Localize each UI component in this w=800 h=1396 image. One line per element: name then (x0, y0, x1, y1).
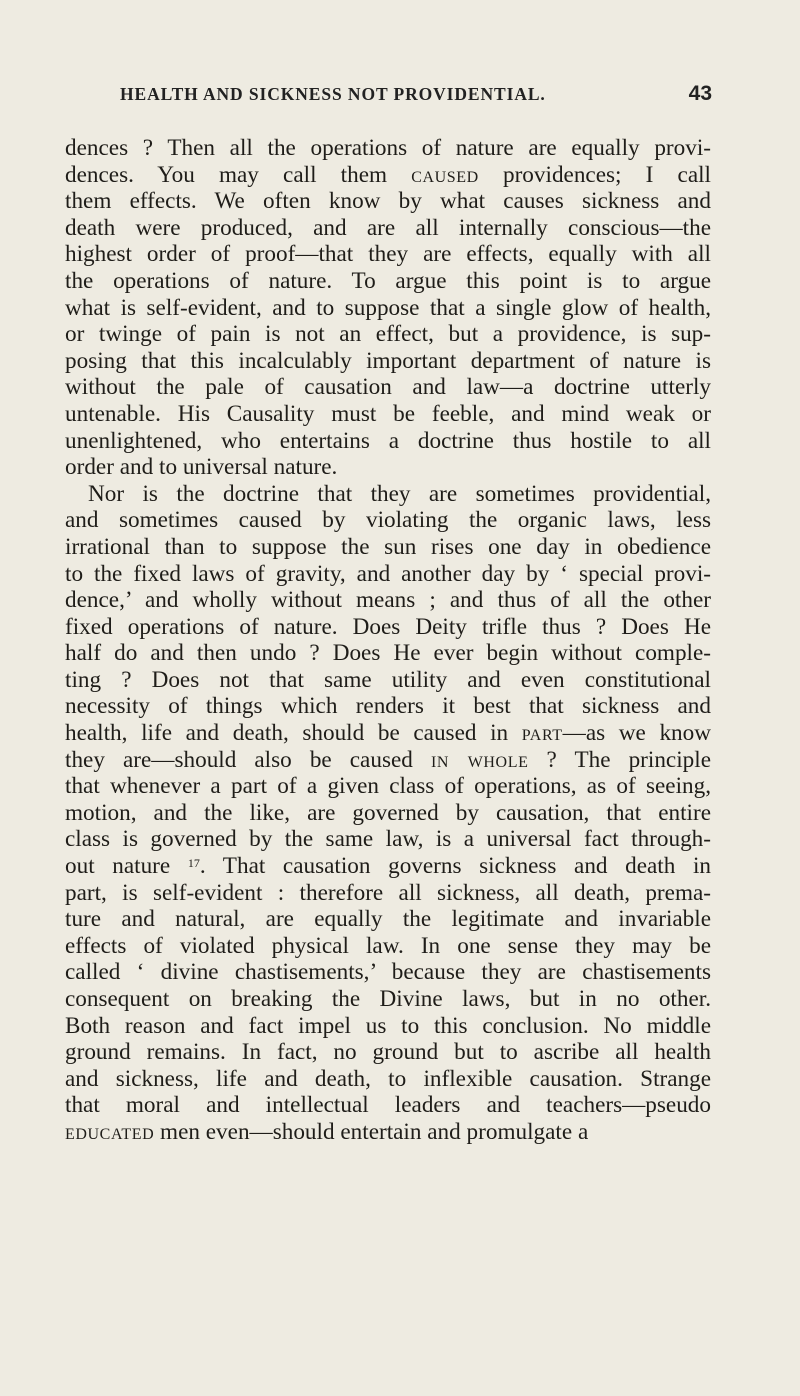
text-line (65, 268, 711, 295)
text-line (65, 188, 711, 215)
text-run: that whenever a part of a given class of operations, as of seeing, (65, 773, 711, 800)
text-run: Nor is the doctrine that they are sometimes providential, (88, 480, 711, 507)
text-run: motion, and the like, are governed by causation, that entire (65, 799, 711, 826)
text-line (65, 1066, 711, 1093)
text-run: health, life and death, should be caused in (65, 720, 522, 747)
text-run: dence,’ and wholly without means ; and thus of all the other (65, 587, 711, 614)
text-run: part, is self-evident : therefore all sickness, all death, prema- (65, 879, 711, 906)
text-line (65, 933, 711, 960)
text-run: ground remains. In fact, no ground but to ascribe all health (65, 1039, 711, 1066)
text-run: them effects. We often know by what causes sickness and (65, 188, 711, 215)
text-run: ting ? Does not that same utility and even constitutional (65, 666, 711, 693)
text-run: what is self-evident, and to suppose that a single glow of health, (65, 294, 711, 321)
text-line (65, 986, 711, 1013)
text-run: order and to universal nature. (65, 454, 338, 481)
text-line (65, 1013, 711, 1040)
text-run: fixed operations of nature. Does Deity trifle thus ? Does He (65, 613, 711, 640)
text-line (65, 640, 711, 667)
text-run: out nature (65, 853, 188, 880)
text-line (65, 667, 711, 694)
page-number: 43 (688, 82, 712, 105)
text-run: to the fixed laws of gravity, and another day by ‘ special provi- (65, 560, 711, 587)
small-caps-text: part (521, 720, 563, 747)
text-run: effects of violated physical law. In one sense they may be (65, 932, 711, 959)
text-run: —as we know (562, 720, 711, 747)
text-line (65, 880, 711, 907)
text-line (65, 747, 711, 774)
text-line (65, 720, 711, 747)
text-line (65, 241, 711, 268)
text-run: half do and then undo ? Does He ever begin without comple- (65, 640, 711, 667)
text-run: irrational than to suppose the sun rises one day in obedience (65, 533, 711, 560)
footnote-reference: 17 (187, 856, 200, 871)
text-line (65, 481, 711, 508)
text-run: ? The principle (528, 746, 711, 773)
text-run: posing that this incalculably important department of nature is (65, 347, 711, 374)
text-line (65, 135, 711, 162)
text-line (65, 1039, 711, 1066)
text-run: without the pale of causation and law—a doctrine utterly (65, 374, 711, 401)
text-run: called ‘ divine chastisements,’ because they are chastisements (65, 959, 711, 986)
text-line (65, 1119, 711, 1146)
text-run: men even—should entertain and promulgate a (154, 1118, 589, 1145)
text-line (65, 295, 711, 322)
text-line (65, 454, 711, 481)
text-run: that moral and intellectual leaders and teachers—pseudo (65, 1092, 711, 1119)
paragraph-2 (65, 481, 711, 1146)
text-line (65, 959, 711, 986)
text-line (65, 693, 711, 720)
text-line (65, 773, 711, 800)
text-run: unenlightened, who entertains a doctrine thus hostile to all (65, 427, 711, 454)
text-run: the operations of nature. To argue this point is to argue (65, 267, 711, 294)
text-line (65, 507, 711, 534)
page-header (120, 84, 712, 108)
text-line (65, 428, 711, 455)
text-run: providences; I call (478, 161, 711, 188)
text-line (65, 401, 711, 428)
text-run: class is governed by the same law, is a universal fact through- (65, 826, 711, 853)
text-line (65, 587, 711, 614)
body-text (65, 135, 711, 1146)
small-caps-text: caused (411, 161, 479, 188)
text-run: they are—should also be caused (65, 746, 431, 773)
text-line (65, 1092, 711, 1119)
text-line (65, 321, 711, 348)
text-run: death were produced, and are all internally conscious—the (65, 214, 711, 241)
text-line (65, 561, 711, 588)
text-run: dences ? Then all the operations of nature are equally provi- (65, 135, 711, 161)
text-run: dences. You may call them (65, 161, 412, 188)
text-run: or twinge of pain is not an effect, but a providence, is sup- (65, 321, 711, 348)
text-run: . That causation governs sickness and death in (199, 853, 711, 880)
paragraph-1 (65, 135, 711, 481)
text-run: ture and natural, are equally the legitimate and invariable (65, 906, 711, 933)
text-line (65, 614, 711, 641)
text-run: consequent on breaking the Divine laws, but in no other. (65, 986, 711, 1012)
small-caps-text: in whole (430, 746, 529, 773)
text-run: and sometimes caused by violating the organic laws, less (65, 507, 711, 534)
text-line (65, 374, 711, 401)
text-line (65, 215, 711, 242)
text-line (65, 853, 711, 880)
text-run: untenable. His Causality must be feeble, and mind weak or (65, 400, 711, 427)
text-line (65, 162, 711, 189)
small-caps-text: educated (65, 1118, 155, 1145)
text-run: necessity of things which renders it best that sickness and (65, 693, 711, 720)
running-head: HEALTH AND SICKNESS NOT PROVIDENTIAL. (120, 84, 546, 104)
text-run: Both reason and fact impel us to this conclusion. No middle (65, 1012, 711, 1039)
text-line (65, 906, 711, 933)
text-run: and sickness, life and death, to inflexible causation. Strange (65, 1065, 711, 1092)
text-line (65, 534, 711, 561)
text-line (65, 800, 711, 827)
text-run: highest order of proof—that they are effects, equally with all (65, 241, 711, 268)
text-line (65, 826, 711, 853)
text-line (65, 348, 711, 375)
